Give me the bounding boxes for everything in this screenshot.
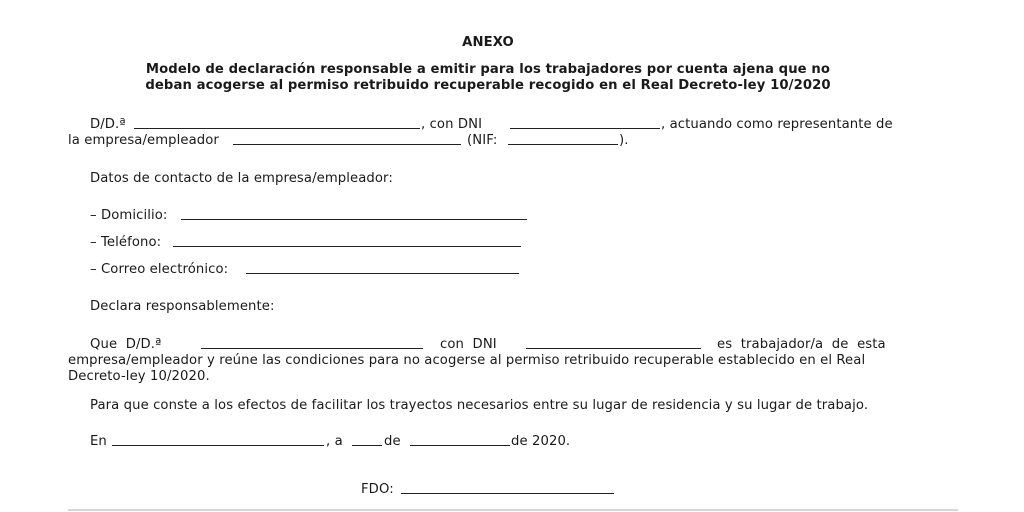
nif-open: (NIF: — [467, 133, 498, 148]
declaration-line-3: Decreto-ley 10/2020. — [68, 369, 210, 384]
day-label: , a — [326, 434, 343, 449]
company-label: la empresa/empleador — [68, 133, 219, 148]
nif-blank[interactable] — [508, 133, 618, 145]
worker-que-label: Que D/D.ª — [90, 337, 162, 352]
page-bottom-divider — [68, 509, 958, 511]
phone-label: – Teléfono: — [90, 235, 162, 250]
email-blank[interactable] — [246, 262, 519, 274]
purpose-text: Para que conste a los efectos de facilitar los trayectos necesarios entre su lugar de residencia y su lugar de trabajo. — [90, 398, 869, 413]
dni-label: , con DNI — [421, 117, 483, 132]
declaration-line-2: empresa/empleador y reúne las condiciones para no acogerse al permiso retribuido recuperable establecido en el Real — [68, 353, 866, 368]
month-label: de — [384, 434, 401, 449]
worker-role-text: es trabajador/a de esta — [717, 337, 886, 352]
place-blank[interactable] — [112, 434, 324, 446]
annex-title: ANEXO — [462, 35, 514, 50]
worker-dni-label: con DNI — [440, 337, 497, 352]
phone-blank[interactable] — [173, 235, 521, 247]
email-label: – Correo electrónico: — [90, 262, 229, 277]
worker-dni-blank[interactable] — [526, 337, 701, 349]
declarant-name-blank[interactable] — [134, 117, 420, 129]
representative-text: , actuando como representante de — [661, 117, 893, 132]
address-label: – Domicilio: — [90, 208, 168, 223]
declarant-label: D/D.ª — [90, 117, 126, 132]
place-label: En — [90, 434, 107, 449]
contact-heading: Datos de contacto de la empresa/empleador: — [90, 171, 393, 186]
month-blank[interactable] — [410, 434, 510, 446]
declarant-dni-blank[interactable] — [510, 117, 660, 129]
signature-label: FDO: — [361, 482, 394, 497]
form-subtitle-line-1: Modelo de declaración responsable a emitir para los trabajadores por cuenta ajena que no — [145, 62, 831, 77]
company-name-blank[interactable] — [233, 133, 461, 145]
signature-blank[interactable] — [401, 482, 614, 494]
declaration-heading: Declara responsablemente: — [90, 299, 275, 314]
form-subtitle-line-2: deban acogerse al permiso retribuido recuperable recogido en el Real Decreto-ley 10/2020 — [145, 78, 831, 93]
day-blank[interactable] — [352, 434, 382, 446]
nif-close: ). — [619, 133, 629, 148]
worker-name-blank[interactable] — [201, 337, 423, 349]
address-blank[interactable] — [181, 208, 527, 220]
year-label: de 2020. — [511, 434, 571, 449]
